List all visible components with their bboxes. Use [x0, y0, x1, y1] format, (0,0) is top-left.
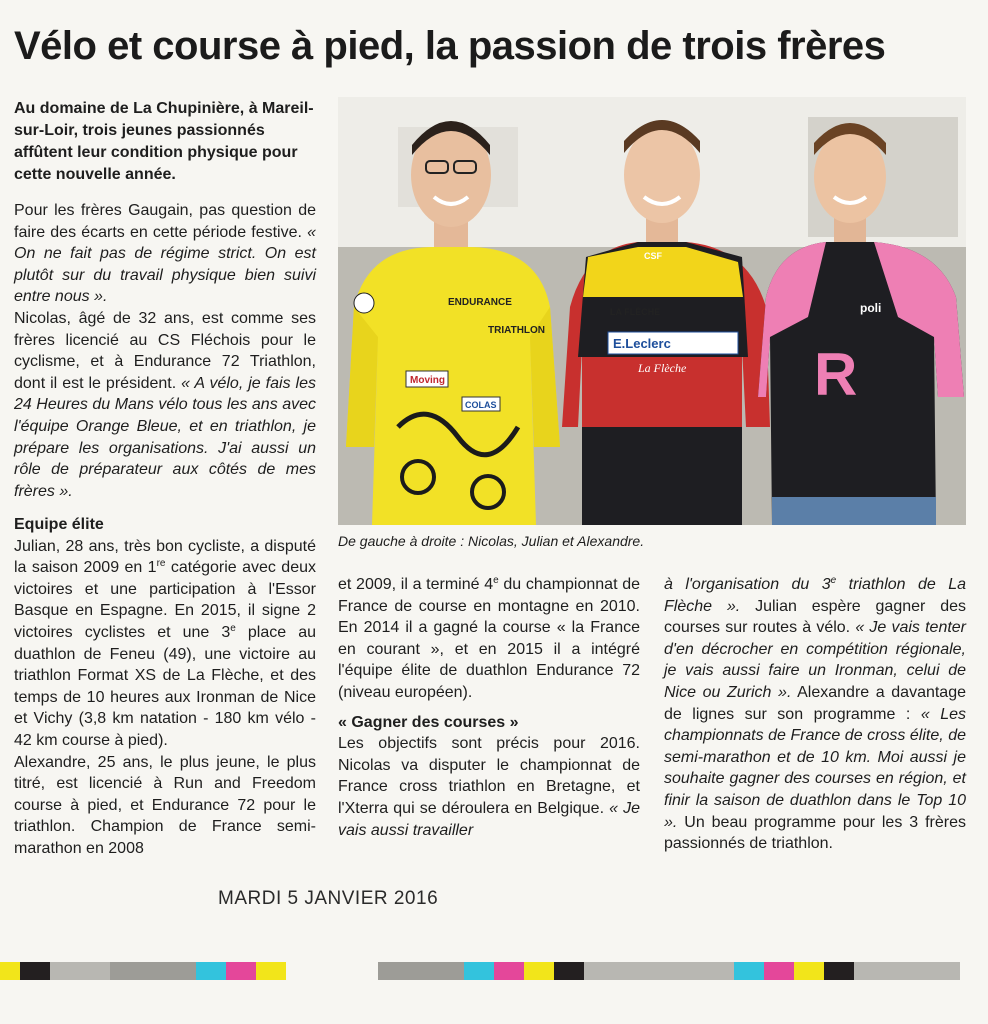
jersey3-text-poli: poli: [860, 301, 882, 315]
jersey1-text-colas: COLAS: [465, 400, 497, 410]
photo-illustration: [338, 97, 966, 525]
photo-caption: De gauche à droite : Nicolas, Julian et Alexandre.: [338, 533, 645, 549]
paragraph: Les objectifs sont précis pour 2016. Nicolas va disputer le championnat de France cross triathlon en Bretagne, et l'Xterra qui se déroulera en Belgique. « Je vais aussi travailler: [338, 735, 640, 839]
paragraph: Nicolas, âgé de 32 ans, est comme ses frères licencié au CS Fléchois pour le cyclisme, et à Endurance 72 Triathlon, dont il est le président. « A vélo, je fais les 24 Heures du Mans vélo tous les ans avec l'équipe Orange Bleue, et en triathlon, je prépare les organisations. J'ai aussi un rôle de préparateur aux côtés de mes frères ».: [14, 309, 316, 500]
column-1-bottom: [14, 514, 316, 860]
team-photo: [338, 97, 966, 525]
jersey3-text-r: R: [814, 341, 858, 408]
dateline: MARDI 5 JANVIER 2016: [218, 888, 439, 909]
section-subhead: « Gagner des courses »: [338, 713, 519, 731]
paragraph: Julian, 28 ans, très bon cycliste, a disputé la saison 2009 en 1re catégorie avec deux victoires et une participation à l'Essor Basque en Espagne. En 2015, il signe 2 victoires cyclistes et une 3e place au duathlon de Feneu (49), une victoire au triathlon Format XS de La Flèche, et des temps de 10 heures aux Ironman de Nice et Vichy (3,8 km natation - 180 km vélo - 42 km course à pied).: [14, 537, 316, 749]
jersey1-text-triathlon: TRIATHLON: [488, 325, 546, 336]
paragraph: et 2009, il a terminé 4e du championnat de France de course en montagne en 2010. En 2014 il a gagné la course « la France en courant », et en 2015 il a intégré l'équipe élite de duathlon Endurance 72 (niveau européen).: [338, 575, 641, 701]
lead-paragraph: Au domaine de La Chupinière, à Mareil-sur-Loir, trois jeunes passionnés affûtent leur condition physique pour cette nouvelle année.: [14, 100, 314, 183]
jersey2-text-csf: CSF: [644, 251, 662, 261]
column-2: [338, 574, 640, 841]
jersey1-text-endurance: ENDURANCE: [448, 297, 512, 308]
column-3: [664, 574, 966, 855]
headline: Vélo et course à pied, la passion de trois frères: [14, 24, 886, 68]
print-color-bar-right: [378, 962, 960, 980]
column-1-top: [14, 200, 316, 502]
paragraph: Pour les frères Gaugain, pas question de faire des écarts en cette période festive. « On ne fait pas de régime strict. On est plutôt sur du travail physique bien suivi entre nous ».: [14, 202, 316, 306]
paragraph: Alexandre, 25 ans, le plus jeune, le plus titré, est licencié à Run and Freedom course à pied, et Endurance 72 pour le triathlon. Champion de France semi-marathon en 2008: [14, 753, 316, 857]
jersey1-text-moving: Moving: [410, 375, 445, 386]
jersey2-text-la-fleche: LA FLÈCHE: [610, 307, 661, 317]
jersey2-text-laflech: La Flèche: [638, 361, 687, 375]
paragraph: à l'organisation du 3e triathlon de La Flèche ». Julian espère gagner des courses sur routes à vélo. « Je vais tenter d'en décrocher en compétition régionale, je vais aussi faire un Ironman, celui de Nice ou Zurich ». Alexandre a davantage de lignes sur son programme : « Les championnats de France de cross élite, de semi-marathon et de 10 km. Moi aussi je souhaite gagner des courses en région, et finir la saison de duathlon dans le Top 10 ». Un beau programme pour les 3 frères passionnés de triathlon.: [664, 575, 967, 853]
jersey2-text-leclerc: E.Leclerc: [613, 336, 671, 351]
print-color-bar-left: [0, 962, 286, 980]
section-subhead: Equipe élite: [14, 516, 104, 533]
